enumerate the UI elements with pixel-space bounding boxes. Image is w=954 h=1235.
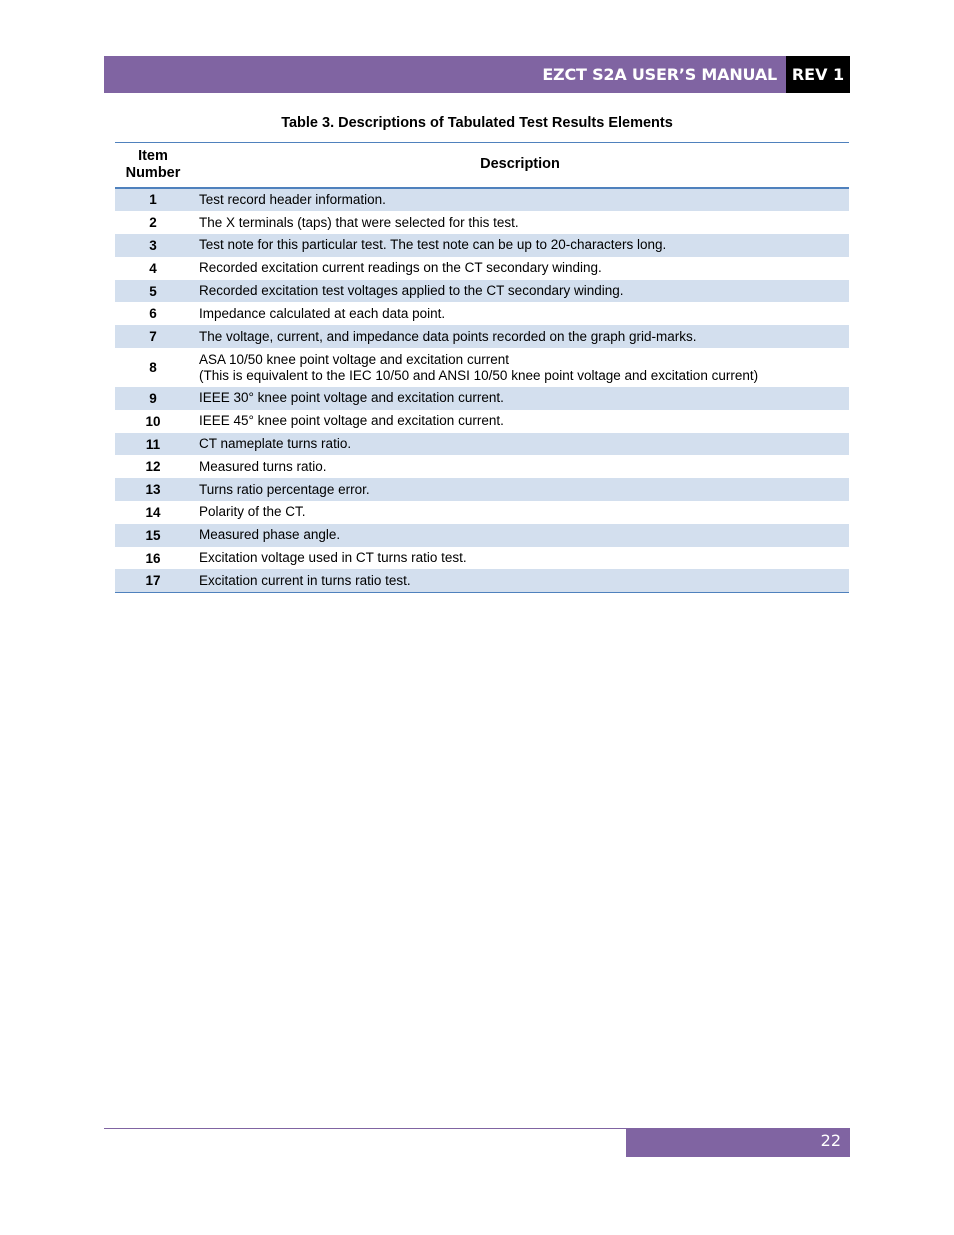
item-description: Impedance calculated at each data point.: [199, 305, 446, 321]
item-description: Recorded excitation test voltages applied to the CT secondary winding.: [191, 280, 849, 303]
item-number: 15: [115, 524, 191, 547]
table-row: [115, 188, 849, 212]
table-row: [115, 302, 849, 325]
item-number: 10: [145, 413, 161, 429]
item-description: IEEE 45° knee point voltage and excitation current.: [199, 413, 504, 429]
table-row: [115, 478, 849, 501]
manual-title: EZCT S2A USER’S MANUAL: [542, 65, 777, 84]
table-row: [115, 325, 849, 348]
table-row: [115, 410, 849, 433]
item-description: Turns ratio percentage error.: [191, 478, 849, 501]
item-description: Excitation current in turns ratio test.: [191, 569, 849, 592]
item-header-line2: Number: [125, 164, 181, 181]
table-row: [115, 455, 849, 478]
item-number: 9: [115, 387, 191, 410]
item-description: Measured turns ratio.: [199, 458, 327, 474]
item-number: 11: [115, 433, 191, 456]
item-description-line2: (This is equivalent to the IEC 10/50 and ANSI 10/50 knee point voltage and excitation current): [199, 367, 759, 383]
table-caption: Table 3. Descriptions of Tabulated Test Results Elements: [281, 115, 673, 131]
item-description: The voltage, current, and impedance data points recorded on the graph grid-marks.: [191, 325, 849, 348]
item-description-line1: ASA 10/50 knee point voltage and excitation current: [199, 351, 509, 367]
item-description: [191, 348, 849, 387]
item-number: 17: [115, 569, 191, 592]
table-row: [115, 501, 849, 524]
item-description: CT nameplate turns ratio.: [191, 433, 849, 456]
item-number: 3: [115, 234, 191, 257]
table-row: [115, 387, 849, 410]
item-number: 8: [149, 360, 157, 376]
page-header-bar: [104, 56, 850, 93]
test-results-elements-table: [115, 142, 849, 593]
item-description: Recorded excitation current readings on the CT secondary winding.: [199, 260, 602, 276]
table-header-row: [115, 143, 849, 188]
item-number: 6: [149, 306, 157, 322]
item-number: 16: [145, 550, 161, 566]
item-description: Measured phase angle.: [191, 524, 849, 547]
item-description: The X terminals (taps) that were selected for this test.: [199, 214, 519, 230]
table-row: [115, 433, 849, 456]
table-row: [115, 348, 849, 387]
item-number: 4: [149, 260, 157, 276]
table-row: [115, 234, 849, 257]
item-number: 7: [115, 325, 191, 348]
item-number: 12: [145, 459, 161, 475]
table-row: [115, 280, 849, 303]
table-row: [115, 524, 849, 547]
table-body: [115, 188, 849, 593]
table-row: [115, 569, 849, 592]
item-number-header: [115, 143, 191, 188]
item-number: 13: [115, 478, 191, 501]
item-number: 14: [145, 504, 161, 520]
item-description: Test record header information.: [191, 188, 849, 212]
item-description: IEEE 30° knee point voltage and excitation current.: [191, 387, 849, 410]
item-description: Polarity of the CT.: [199, 504, 306, 520]
item-description: Test note for this particular test. The test note can be up to 20-characters long.: [191, 234, 849, 257]
description-header: Description: [191, 143, 849, 188]
table-row: [115, 211, 849, 234]
table-row: [115, 257, 849, 280]
item-description: Excitation voltage used in CT turns ratio test.: [199, 550, 467, 566]
revision-badge: REV 1: [786, 56, 850, 93]
page-number-box: [626, 1128, 850, 1157]
item-header-line1: Item: [138, 147, 168, 164]
table-row: [115, 547, 849, 570]
item-number: 5: [115, 280, 191, 303]
item-number: 1: [115, 188, 191, 212]
item-number: 2: [149, 215, 157, 231]
page-number: 22: [820, 1131, 841, 1150]
